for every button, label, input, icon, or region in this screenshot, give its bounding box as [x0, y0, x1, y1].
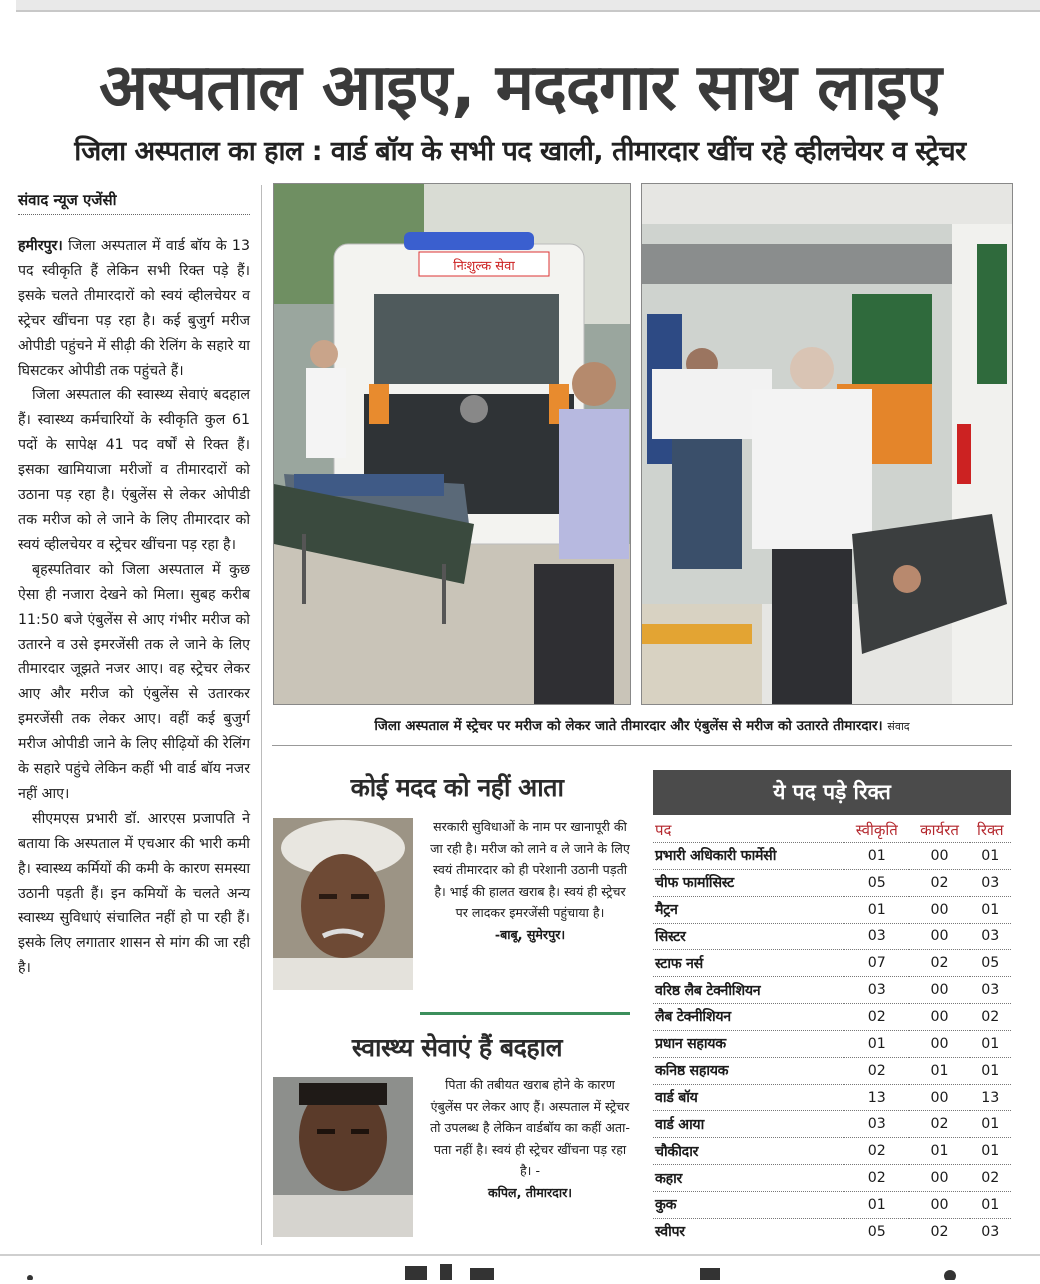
cell-post: वार्ड आया: [653, 1111, 844, 1138]
cell-vacant: 13: [970, 1084, 1011, 1111]
cell-vacant: 01: [970, 1111, 1011, 1138]
cell-vacant: 01: [970, 1138, 1011, 1165]
cell-working: 02: [909, 869, 969, 896]
table-row: [653, 1111, 1011, 1138]
cell-post: कनिष्ठ सहायक: [653, 1057, 844, 1084]
article-paragraph: जिला अस्पताल की स्वास्थ्य सेवाएं बदहाल हैं। स्वास्थ्य कर्मचारियों के स्वीकृति कुल 61 पदों के सापेक्ष 41 पद वर्षों से रिक्त हैं। इसका खामियाजा मरीजों व तीमारदारों को उठाना पड़ रहा है। एंबुलेंस से लेकर ओपीडी तक मरीज को ले जाने के लिए तीमारदार को स्वयं व्हीलचेयर व स्ट्रेचर खींचना पड़ रहा है।: [18, 387, 250, 553]
cell-post: प्रधान सहायक: [653, 1030, 844, 1057]
cell-sanctioned: 02: [844, 1138, 909, 1165]
next-article-fragment: [0, 1254, 1040, 1280]
caption-source: संवाद: [887, 720, 910, 733]
article-paragraph: बृहस्पतिवार को जिला अस्पताल में कुछ ऐसा ही नजारा देखने को मिला। सुबह करीब 11:50 बजे एंबुलेंस से आए गंभीर मरीज को उतारने व उसे इमरजेंसी तक ले जाने के लिए तीमारदार जूझते नजर आए। वह स्ट्रेचर लेकर आए और मरीज को एंबुलेंस से उतारकर इमरजेंसी तक लेकर आए। वहीं कई बुजुर्ग मरीज ओपीडी जाने के लिए सीढ़ियों की रेलिंग के सहारे पहुंचे लेकिन कहीं भी वार्ड बॉय नजर नहीं आए।: [18, 561, 250, 802]
cell-post: सिस्टर: [653, 923, 844, 950]
cell-working: 00: [909, 1165, 969, 1192]
cell-sanctioned: 01: [844, 1191, 909, 1218]
cell-vacant: 02: [970, 1165, 1011, 1192]
table-row: [653, 896, 1011, 923]
cell-vacant: 01: [970, 1191, 1011, 1218]
byline: संवाद न्यूज एजेंसी: [18, 191, 117, 209]
cell-working: 00: [909, 1030, 969, 1057]
box2-quote: पिता की तबीयत खराब होने के कारण एंबुलेंस पर लेकर आए हैं। अस्पताल में स्ट्रेचर तो उपलब्ध है लेकिन वार्डबॉय का कहीं अता-पता नहीं है। स्वयं ही स्ट्रेचर खींचना पड़ रहा है। - कपिल, तीमारदार।: [430, 1077, 630, 1200]
cell-sanctioned: 03: [844, 1111, 909, 1138]
cell-sanctioned: 05: [844, 1218, 909, 1244]
cell-working: 00: [909, 843, 969, 870]
cell-working: 00: [909, 977, 969, 1004]
photo-unloading-patient: [641, 183, 1013, 705]
cell-sanctioned: 03: [844, 923, 909, 950]
table-row: [653, 869, 1011, 896]
dateline-place: हमीरपुर।: [18, 238, 63, 254]
cell-post: वरिष्ठ लैब टेक्नीशियन: [653, 977, 844, 1004]
table-row: [653, 1138, 1011, 1165]
cell-post: स्वीपर: [653, 1218, 844, 1244]
table-row: [653, 1191, 1011, 1218]
cell-vacant: 03: [970, 977, 1011, 1004]
article-body: [18, 234, 250, 981]
cell-working: 01: [909, 1138, 969, 1165]
cell-vacant: 03: [970, 869, 1011, 896]
cell-vacant: 01: [970, 1030, 1011, 1057]
subheadline: जिला अस्पताल का हाल : वार्ड बॉय के सभी पद खाली, तीमारदार खींच रहे व्हीलचेयर व स्ट्रेचर: [74, 136, 966, 167]
caption-divider: [272, 745, 1012, 746]
vacancy-table-title: ये पद पड़े रिक्त: [653, 770, 1011, 815]
cell-sanctioned: 01: [844, 896, 909, 923]
cell-post: वार्ड बॉय: [653, 1084, 844, 1111]
cell-sanctioned: 05: [844, 869, 909, 896]
photo-caption: जिला अस्पताल में स्ट्रेचर पर मरीज को लेकर जाते तीमारदार और एंबुलेंस से मरीज को उतारते तीमारदार। संवाद: [374, 718, 910, 734]
cell-working: 02: [909, 1111, 969, 1138]
column-divider: [261, 185, 262, 1245]
cell-post: चौकीदार: [653, 1138, 844, 1165]
cell-vacant: 01: [970, 1057, 1011, 1084]
cell-post: कहार: [653, 1165, 844, 1192]
cell-post: मैट्रन: [653, 896, 844, 923]
cell-sanctioned: 03: [844, 977, 909, 1004]
ambulance-sign-text: निःशुल्क सेवा: [453, 259, 515, 274]
table-header-row: [653, 818, 1011, 843]
table-row: [653, 843, 1011, 870]
table-row: [653, 950, 1011, 977]
photo-stretcher-ambulance: [273, 183, 631, 705]
box1-title: कोई मदद को नहीं आता: [350, 773, 564, 802]
article-paragraph: सीएमएस प्रभारी डॉ. आरएस प्रजापति ने बताया कि अस्पताल में एचआर की भारी कमी है। स्वास्थ्य कर्मियों की कमी के कारण समस्या उठानी पड़ती हैं। इन कमियों के चलते अन्य स्वास्थ्य सुविधाएं संचालित नहीं हो पा रही हैं। इसके लिए लगातार शासन से मांग की जा रही है।: [18, 810, 250, 977]
cell-working: 02: [909, 950, 969, 977]
box1-attribution: -बाबू, सुमेरपुर।: [494, 926, 566, 942]
cell-working: 00: [909, 896, 969, 923]
cell-working: 00: [909, 1084, 969, 1111]
cell-vacant: 01: [970, 896, 1011, 923]
table-row: [653, 923, 1011, 950]
cell-working: 01: [909, 1057, 969, 1084]
cell-vacant: 03: [970, 923, 1011, 950]
cell-sanctioned: 02: [844, 1004, 909, 1031]
cell-working: 00: [909, 1004, 969, 1031]
col-header-working: कार्यरत: [920, 821, 959, 839]
article-paragraph: हमीरपुर। जिला अस्पताल में वार्ड बॉय के 13 पद स्वीकृति हैं लेकिन सभी रिक्त पड़े हैं। इसके चलते तीमारदारों को स्वयं व्हीलचेयर व स्ट्रेचर खींचना पड़ रहा है। कई बुजुर्ग मरीज ओपीडी पहुंचने में सीढ़ी की रेलिंग के सहारे या घिसटकर ओपीडी तक पहुंचते हैं।: [18, 238, 250, 379]
cell-post: लैब टेक्नीशियन: [653, 1004, 844, 1031]
col-header-post: पद: [655, 821, 672, 839]
table-row: [653, 1004, 1011, 1031]
cell-post: कुक: [653, 1191, 844, 1218]
cell-vacant: 02: [970, 1004, 1011, 1031]
box2-attribution: कपिल, तीमारदार।: [487, 1184, 573, 1200]
page-top-border: [16, 0, 1040, 12]
box-divider: [420, 1012, 630, 1015]
headline: अस्पताल आइए, मददगार साथ लाइए: [99, 51, 941, 125]
cell-post: चीफ फार्मासिस्ट: [653, 869, 844, 896]
vacancy-table: [653, 818, 1011, 1245]
table-row: [653, 1165, 1011, 1192]
cell-working: 00: [909, 923, 969, 950]
cell-sanctioned: 13: [844, 1084, 909, 1111]
cell-vacant: 05: [970, 950, 1011, 977]
cell-sanctioned: 02: [844, 1057, 909, 1084]
table-row: [653, 1218, 1011, 1244]
cell-working: 00: [909, 1191, 969, 1218]
col-header-sanctioned: स्वीकृति: [855, 821, 898, 839]
table-row: [653, 1057, 1011, 1084]
cell-vacant: 03: [970, 1218, 1011, 1244]
cell-sanctioned: 01: [844, 843, 909, 870]
cell-working: 02: [909, 1218, 969, 1244]
cell-sanctioned: 01: [844, 1030, 909, 1057]
box2-title: स्वास्थ्य सेवाएं हैं बदहाल: [351, 1033, 563, 1062]
cell-post: स्टाफ नर्स: [653, 950, 844, 977]
portrait-kapil: [273, 1077, 413, 1237]
cell-sanctioned: 02: [844, 1165, 909, 1192]
table-row: [653, 1030, 1011, 1057]
byline-divider: [18, 214, 250, 215]
table-row: [653, 1084, 1011, 1111]
portrait-babu: [273, 818, 413, 990]
cell-sanctioned: 07: [844, 950, 909, 977]
cell-vacant: 01: [970, 843, 1011, 870]
cell-post: प्रभारी अधिकारी फार्मेसी: [653, 843, 844, 870]
table-row: [653, 977, 1011, 1004]
col-header-vacant: रिक्त: [977, 821, 1004, 839]
box1-quote: सरकारी सुविधाओं के नाम पर खानापूरी की जा रही है। मरीज को लाने व ले जाने के लिए स्वयं तीमारदार को ही परेशानी उठानी पड़ती है। भाई की हालत खराब है। स्वयं ही स्ट्रेचर पर लादकर इमरजेंसी पहुंचाया है। -बाबू, सुमेरपुर।: [430, 819, 630, 942]
